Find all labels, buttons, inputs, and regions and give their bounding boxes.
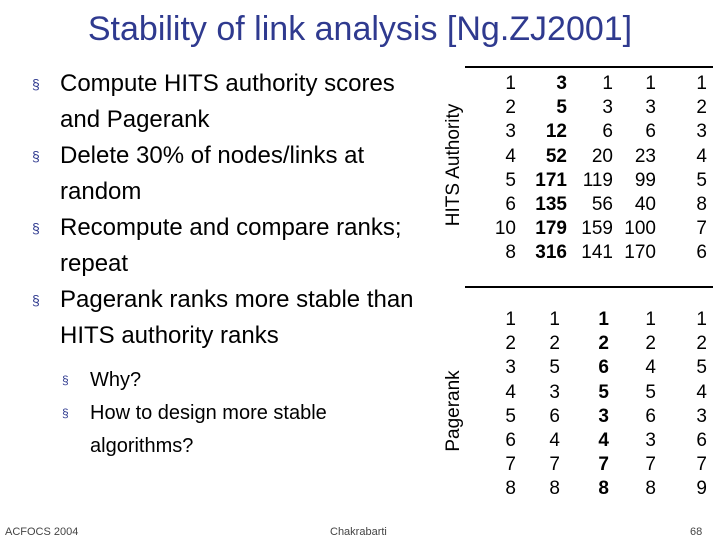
pagerank-column [510,308,560,502]
bullet-marker: § [32,76,40,92]
hits-cell: 1 [696,73,707,94]
hits-cell: 6 [645,121,656,143]
bullet-marker: § [32,292,40,308]
pagerank-cell: 2 [598,333,609,355]
pagerank-cell: 8 [549,478,560,500]
hits-cell: 5 [505,169,516,191]
hits-authority-label: HITS Authority [443,103,464,227]
sub-bullet-list [30,364,420,463]
bullet-item [30,210,420,282]
pagerank-cell: 2 [505,333,516,355]
bullet-text: Compute HITS authority scores and Pagerank [60,70,395,133]
pagerank-cell: 6 [645,405,656,427]
pagerank-cell: 5 [696,357,707,379]
hits-cell: 1 [602,73,613,94]
hits-cell: 171 [535,169,567,191]
pagerank-cell: 5 [505,405,516,427]
pagerank-label: Pagerank [443,370,464,452]
sub-bullet-item [60,397,420,463]
pagerank-table [465,304,713,518]
pagerank-cell: 3 [505,357,516,379]
pagerank-column [466,308,516,502]
sub-bullet-text: How to design more stable algorithms? [90,402,327,457]
pagerank-cell: 1 [696,309,707,330]
hits-cell: 141 [581,242,613,264]
hits-cell: 6 [505,193,516,215]
hits-cell: 3 [505,121,516,143]
hits-cell: 4 [505,145,516,167]
hits-cell: 1 [505,73,516,94]
pagerank-cell: 3 [598,405,609,427]
pagerank-cell: 4 [505,381,516,403]
bullet-text: Recompute and compare ranks; repeat [60,214,402,277]
page-number: 68 [690,526,703,538]
pagerank-cell: 8 [645,478,656,500]
pagerank-cell: 3 [549,381,560,403]
hits-cell: 3 [556,73,567,94]
bullet-marker: § [32,220,40,236]
sub-bullet-text: Why? [90,369,142,391]
hits-cell: 1 [645,73,656,94]
pagerank-cell: 6 [598,357,609,379]
hits-cell: 3 [602,97,613,119]
hits-column [606,72,656,266]
bullet-item [30,138,420,210]
hits-cell: 3 [645,97,656,119]
hits-cell: 5 [696,169,707,191]
hits-cell: 2 [505,97,516,119]
hits-cell: 52 [545,145,567,167]
pagerank-cell: 1 [505,309,516,330]
hits-cell: 12 [545,121,567,143]
hits-cell: 6 [696,242,707,264]
pagerank-cell: 5 [549,357,560,379]
hits-column [466,72,516,266]
hits-cell: 6 [602,121,613,143]
pagerank-cell: 7 [598,454,609,476]
pagerank-cell: 2 [549,333,560,355]
hits-cell: 99 [634,169,656,191]
pagerank-cell: 7 [696,454,707,476]
pagerank-cell: 2 [696,333,707,355]
hits-cell: 8 [505,242,516,264]
pagerank-cell: 7 [505,454,516,476]
hits-cell: 20 [591,145,613,167]
hits-cell: 2 [696,97,707,119]
pagerank-cell: 3 [645,429,656,451]
pagerank-cell: 1 [549,309,560,330]
hits-cell: 3 [696,121,707,143]
footer-author: Chakrabarti [330,526,387,538]
pagerank-cell: 4 [645,357,656,379]
footer-conference: ACFOCS 2004 [5,526,79,538]
pagerank-cell: 7 [549,454,560,476]
bullet-text: Delete 30% of nodes/links at random [60,142,365,205]
pagerank-cell: 6 [696,429,707,451]
hits-cell: 100 [624,218,656,240]
hits-cell: 5 [556,97,567,119]
pagerank-cell: 3 [696,405,707,427]
bullet-marker: § [62,373,69,387]
hits-cell: 135 [535,193,567,215]
pagerank-cell: 1 [645,309,656,330]
pagerank-column [559,308,609,502]
pagerank-column [657,308,707,502]
hits-column [517,72,567,266]
bullet-list [30,66,420,463]
pagerank-cell: 9 [696,478,707,500]
pagerank-cell: 4 [598,429,609,451]
pagerank-cell: 8 [598,478,609,500]
bullet-text: Pagerank ranks more stable than HITS authority ranks [60,286,414,349]
hits-authority-table [465,66,713,288]
pagerank-cell: 2 [645,333,656,355]
bullet-item [30,282,420,354]
hits-cell: 159 [581,218,613,240]
hits-cell: 119 [582,169,613,191]
hits-cell: 179 [535,218,567,240]
pagerank-cell: 4 [549,429,560,451]
pagerank-cell: 4 [696,381,707,403]
hits-cell: 23 [634,145,656,167]
pagerank-cell: 5 [598,381,609,403]
pagerank-cell: 5 [645,381,656,403]
pagerank-column [606,308,656,502]
hits-cell: 56 [591,193,613,215]
slide-title: Stability of link analysis [Ng.ZJ2001] [87,10,633,48]
pagerank-cell: 1 [598,309,609,330]
hits-cell: 7 [696,218,707,240]
pagerank-cell: 6 [549,405,560,427]
pagerank-cell: 8 [505,478,516,500]
hits-cell: 4 [696,145,707,167]
hits-cell: 10 [494,218,516,240]
pagerank-cell: 6 [505,429,516,451]
hits-column [657,72,707,266]
bullet-marker: § [62,406,69,420]
bullet-item [30,66,420,138]
sub-bullet-item [60,364,420,397]
bullet-marker: § [32,148,40,164]
pagerank-cell: 7 [645,454,656,476]
hits-cell: 8 [696,193,707,215]
hits-cell: 316 [535,242,567,264]
hits-cell: 170 [624,242,656,264]
hits-cell: 40 [634,193,656,215]
